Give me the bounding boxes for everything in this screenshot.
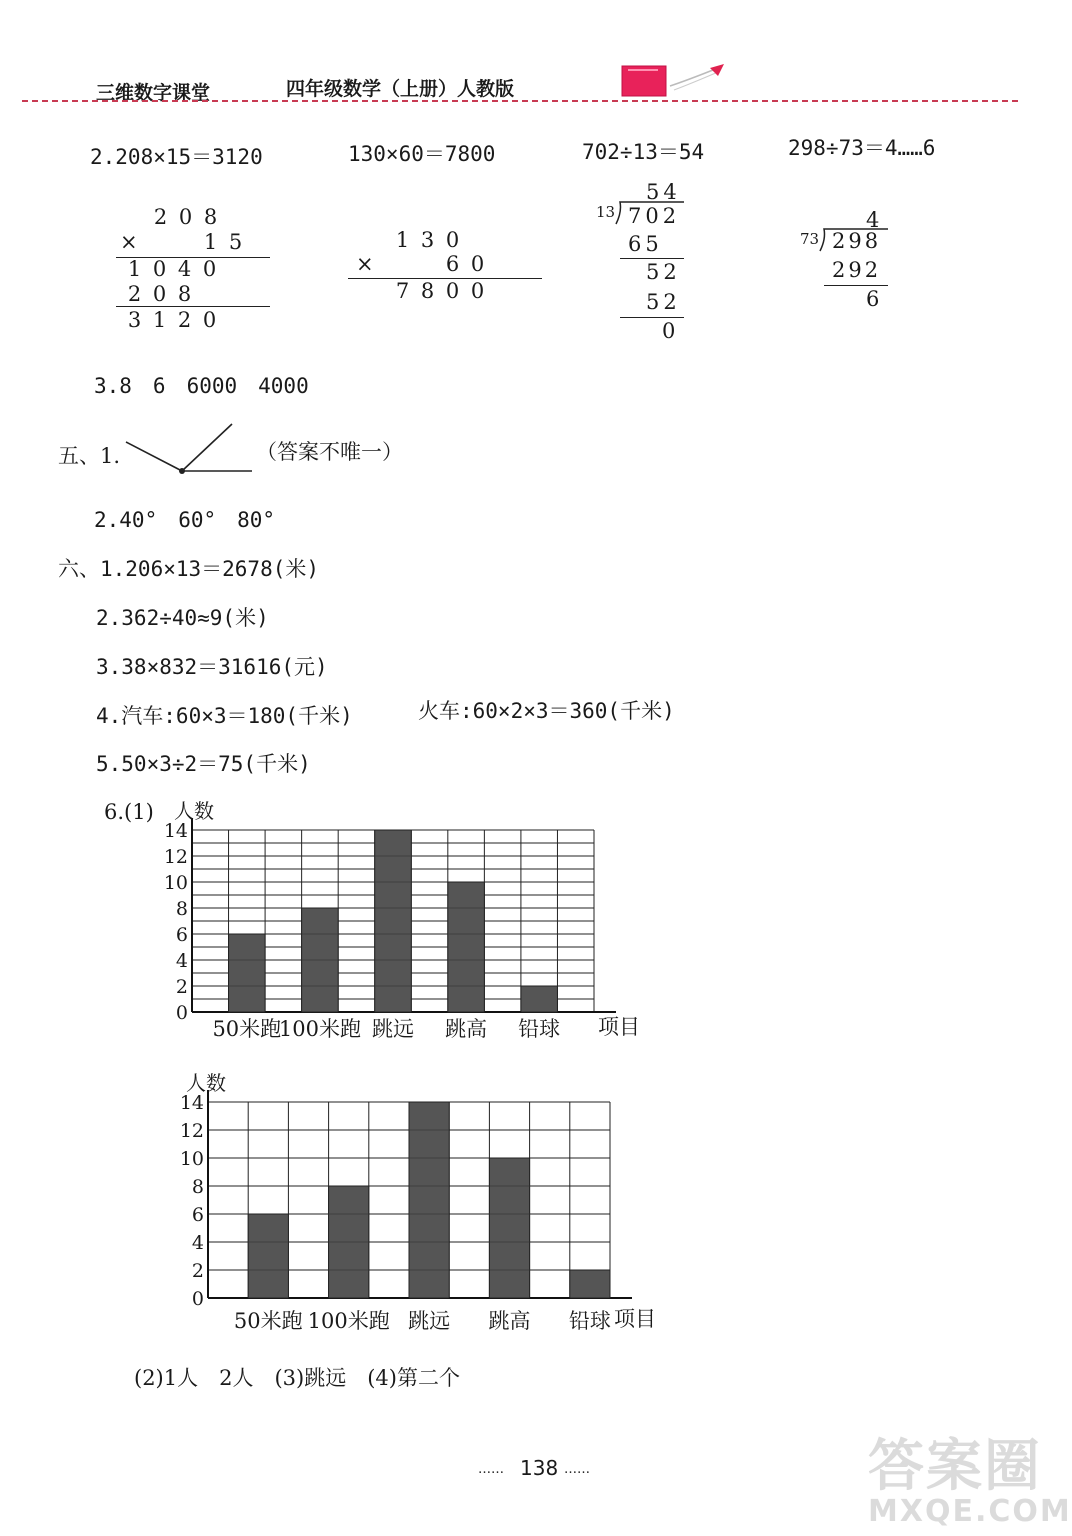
bar-跳远 xyxy=(409,1102,449,1298)
div1-quotient: 54 xyxy=(646,180,681,204)
equation-2: 130×60＝7800 xyxy=(348,142,496,166)
header-logo-icon xyxy=(618,62,728,102)
bar-跳高 xyxy=(489,1158,529,1298)
equation-3: 702÷13＝54 xyxy=(582,140,705,164)
div1-final-remainder: 0 xyxy=(662,319,676,343)
bar-跳远 xyxy=(375,830,412,1012)
div2-dividend: 298 xyxy=(832,229,882,253)
category-label: 铅球 xyxy=(568,1309,611,1333)
x-axis-label: 项目 xyxy=(614,1307,656,1331)
equation-4: 298÷73＝4……6 xyxy=(788,136,936,160)
y-tick-label: 4 xyxy=(191,1232,204,1254)
div1-divisor: 13 xyxy=(596,203,616,221)
div1-dividend: 702 xyxy=(628,204,681,228)
div1-step1: 65 xyxy=(628,232,663,256)
y-tick-label: 10 xyxy=(179,1148,204,1170)
mult2-result: 7 8 0 0 xyxy=(395,279,485,303)
section6-q2: 2.362÷40≈9(米) xyxy=(96,606,269,630)
mult1-partial2: 2 0 8 xyxy=(127,282,192,306)
bar-铅球 xyxy=(521,986,558,1012)
mult1-times-sign: × xyxy=(120,230,138,254)
div1-remainder1: 52 xyxy=(646,260,681,284)
div2-divisor: 73 xyxy=(800,230,820,248)
section6-other-answers: (2)1人 2人 (3)跳远 (4)第二个 xyxy=(134,1366,460,1390)
x-axis-label: 项目 xyxy=(598,1015,640,1039)
category-label: 铅球 xyxy=(518,1017,561,1041)
y-tick-label: 10 xyxy=(163,872,188,894)
header-series: 三维数字课堂 xyxy=(96,82,211,104)
bar-50米跑 xyxy=(248,1214,288,1298)
section6-q4-train: 火车:60×2×3＝360(千米) xyxy=(418,699,675,723)
category-label: 跳远 xyxy=(372,1017,414,1041)
header-book-title: 四年级数学（上册）人教版 xyxy=(286,78,515,100)
y-tick-label: 12 xyxy=(179,1120,204,1142)
mult2-row1: 1 3 0 xyxy=(395,228,460,252)
div2-final-remainder: 6 xyxy=(866,287,880,311)
category-label: 100米跑 xyxy=(307,1309,390,1333)
mult1-row2: 1 5 xyxy=(203,230,243,254)
section6-q1: 六、1.206×13＝2678(米) xyxy=(58,557,320,581)
section5-note: （答案不唯一） xyxy=(256,440,403,464)
y-tick-label: 2 xyxy=(175,976,188,998)
bar-chart-1 xyxy=(150,800,650,1048)
category-label: 跳高 xyxy=(488,1309,531,1333)
angle-drawing xyxy=(120,420,260,480)
bar-50米跑 xyxy=(229,934,266,1012)
mult1-row1: 2 0 8 xyxy=(153,205,218,229)
mult2-times-sign: × xyxy=(356,252,374,276)
y-tick-label: 0 xyxy=(191,1288,204,1310)
y-tick-label: 14 xyxy=(163,820,188,842)
y-tick-label: 2 xyxy=(191,1260,204,1282)
div1-step2: 52 xyxy=(646,290,681,314)
mult1-result: 3 1 2 0 xyxy=(127,308,217,332)
category-label: 50米跑 xyxy=(233,1309,303,1333)
y-tick-label: 12 xyxy=(163,846,188,868)
bar-跳高 xyxy=(448,882,485,1012)
section6-q6-label: 6.(1) xyxy=(104,800,154,824)
y-tick-label: 8 xyxy=(175,898,188,920)
category-label: 跳远 xyxy=(408,1309,451,1333)
section5-q2: 2.40° 60° 80° xyxy=(94,508,276,532)
bar-chart-2 xyxy=(160,1066,660,1344)
y-tick-label: 0 xyxy=(175,1002,188,1024)
div2-quotient: 4 xyxy=(866,208,880,232)
section6-q4-car: 4.汽车:60×3＝180(千米) xyxy=(96,704,353,728)
section5-label: 五、1. xyxy=(58,444,121,468)
bar-铅球 xyxy=(570,1270,610,1298)
section6-q5: 5.50×3÷2＝75(千米) xyxy=(96,752,311,776)
page-number: 138 xyxy=(520,1456,559,1480)
mult2-row2: 6 0 xyxy=(445,252,485,276)
mult1-partial1: 1 0 4 0 xyxy=(127,257,217,281)
header-divider xyxy=(22,100,1018,102)
y-tick-label: 8 xyxy=(191,1176,204,1198)
y-tick-label: 14 xyxy=(179,1092,204,1114)
y-tick-label: 6 xyxy=(175,924,188,946)
category-label: 50米跑 xyxy=(212,1017,282,1041)
y-tick-label: 4 xyxy=(175,950,188,972)
watermark-logo: 答案圈 MXQE.COM xyxy=(868,1434,1072,1529)
section6-q3: 3.38×832＝31616(元) xyxy=(96,655,328,679)
equation-1: 2.208×15＝3120 xyxy=(90,145,263,169)
category-label: 跳高 xyxy=(445,1017,488,1041)
y-axis-label: 人数 xyxy=(174,799,214,823)
y-tick-label: 6 xyxy=(191,1204,204,1226)
div2-step1: 292 xyxy=(832,258,882,282)
y-axis-label: 人数 xyxy=(186,1071,226,1095)
question-3-answers: 3.8 6 6000 4000 xyxy=(94,374,309,398)
category-label: 100米跑 xyxy=(278,1017,361,1041)
footer-dots-left: …… xyxy=(478,1462,504,1477)
footer-dots-right: …… xyxy=(564,1462,590,1477)
